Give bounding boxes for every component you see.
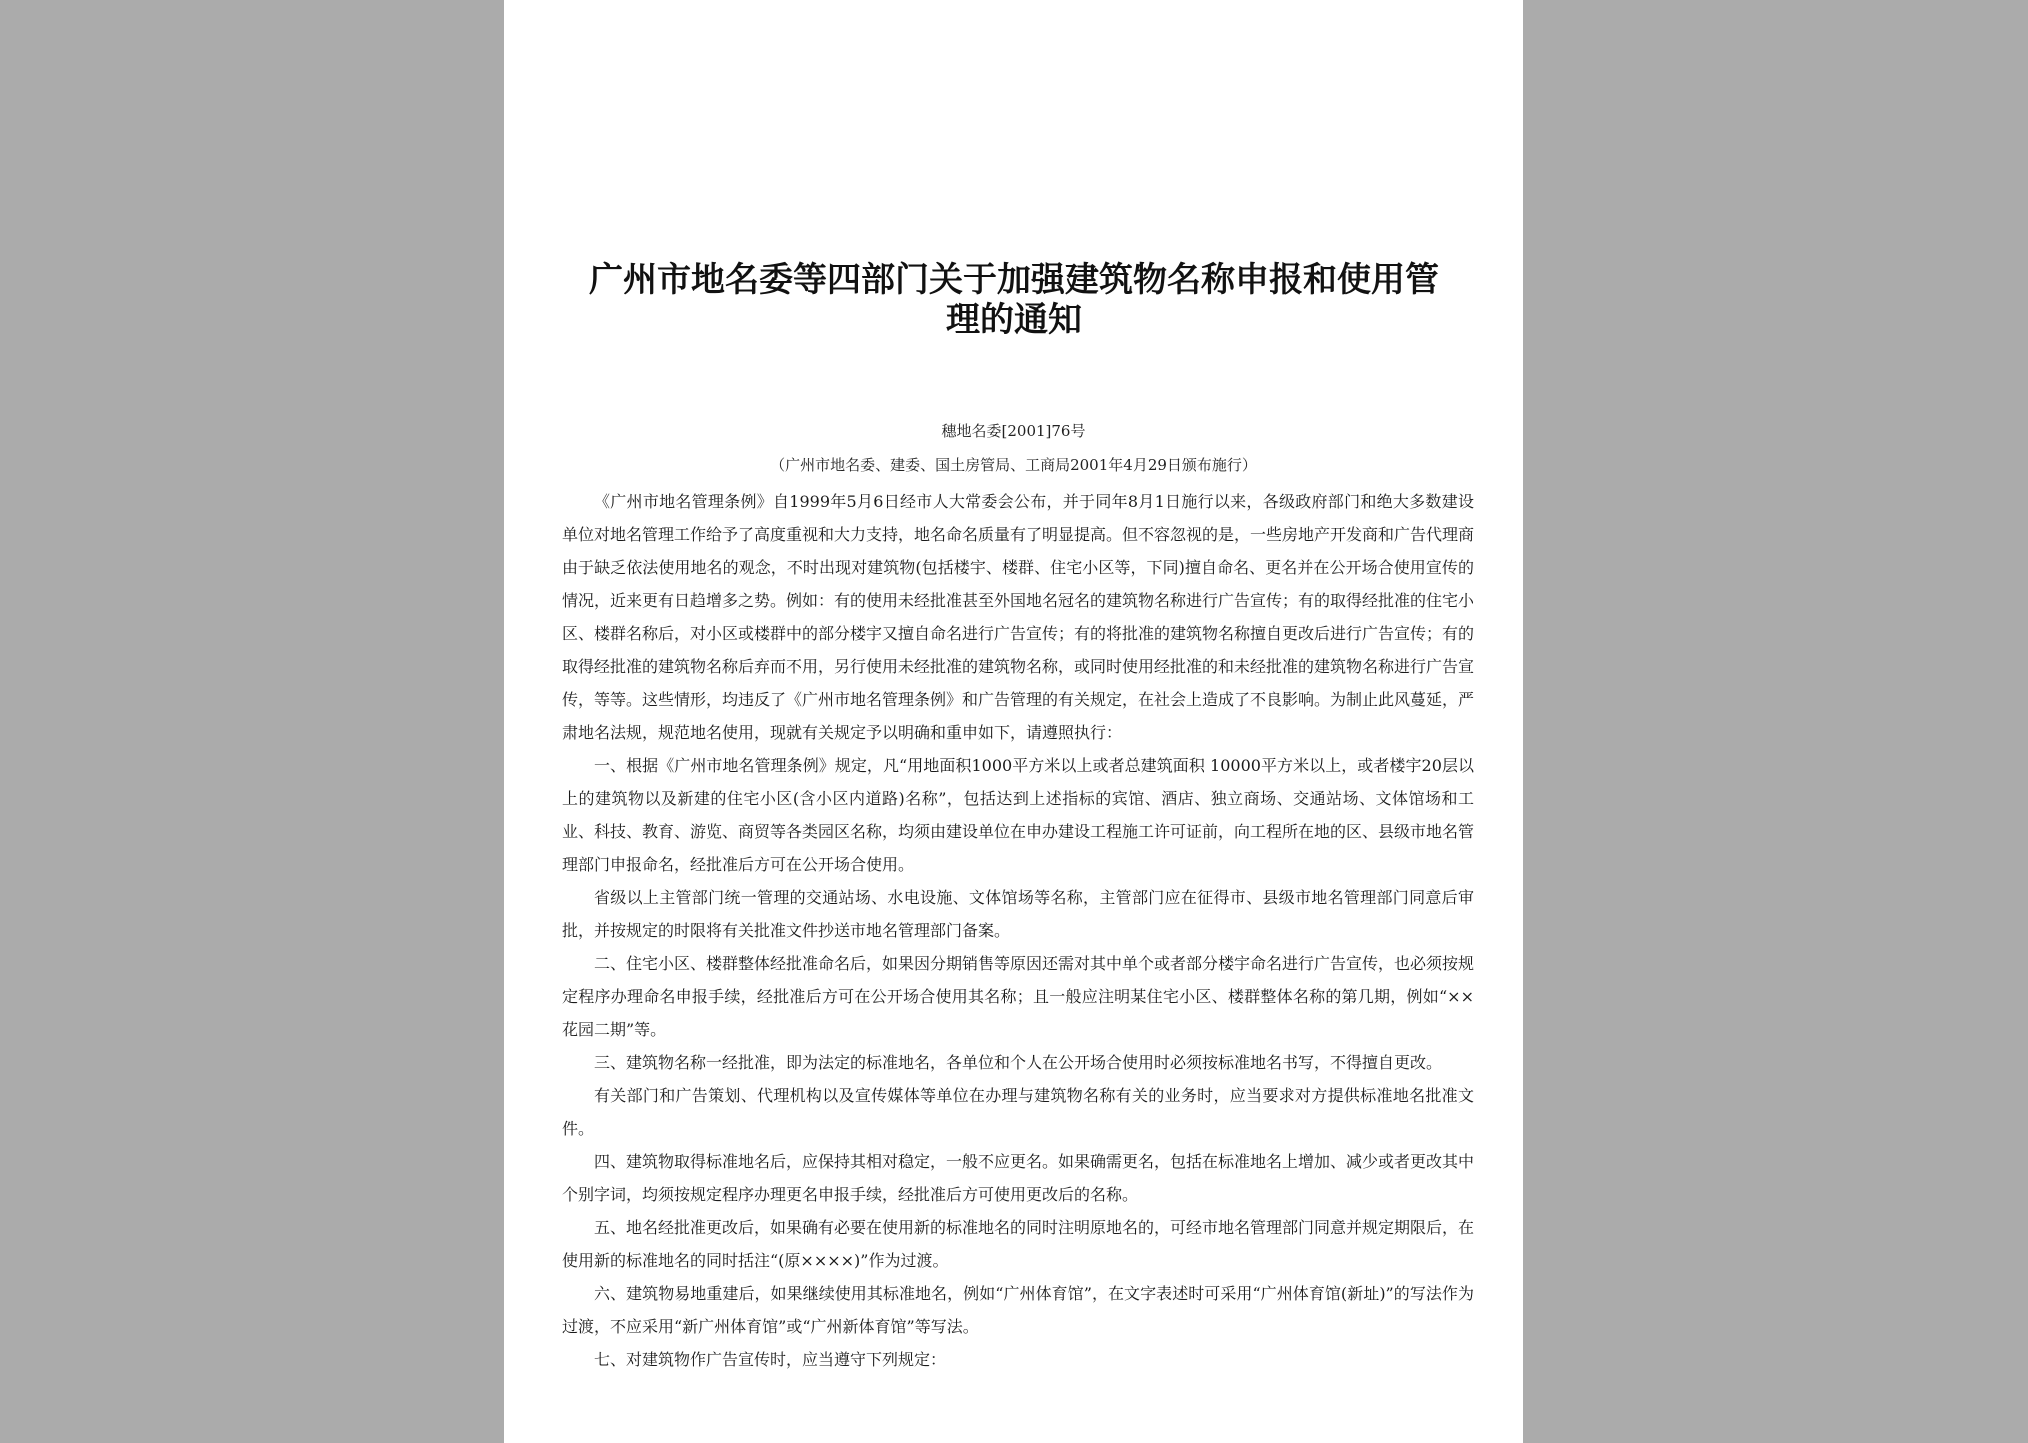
paragraph-1: 一、根据《广州市地名管理条例》规定，凡“用地面积1000平方米以上或者总建筑面积 10000平方米以上，或者楼宇20层以上的建筑物以及新建的住宅小区(含小区内道路)名称”，包括达到上述指标的宾馆、酒店、独立商场、交通站场、文体馆场和工业、科技、教育、游览、商贸等各类园区名称，均须由建设单位在申办建设工程施工许可证前，向工程所在地的区、县级市地名管理部门申报命名，经批准后方可在公开场合使用。	[562, 756, 1475, 874]
paragraph-3-supplement: 有关部门和广告策划、代理机构以及宣传媒体等单位在办理与建筑物名称有关的业务时，应当要求对方提供标准地名批准文件。	[562, 1086, 1474, 1138]
document-title: 广州市地名委等四部门关于加强建筑物名称申报和使用管理的通知	[589, 260, 1439, 340]
document-page	[504, 0, 1523, 1443]
paragraph-2: 二、住宅小区、楼群整体经批准命名后，如果因分期销售等原因还需对其中单个或者部分楼宇命名进行广告宣传，也必须按规定程序办理命名申报手续，经批准后方可在公开场合使用其名称；且一般应注明某住宅小区、楼群整体名称的第几期，例如“××花园二期”等。	[562, 954, 1475, 1039]
paragraph-intro: 《广州市地名管理条例》自1999年5月6日经市人大常委会公布，并于同年8月1日施行以来，各级政府部门和绝大多数建设单位对地名管理工作给予了高度重视和大力支持，地名命名质量有了明显提高。但不容忽视的是，一些房地产开发商和广告代理商由于缺乏依法使用地名的观念，不时出现对建筑物(包括楼宇、楼群、住宅小区等，下同)擅自命名、更名并在公开场合使用宣传的情况，近来更有日趋增多之势。例如：有的使用未经批准甚至外国地名冠名的建筑物名称进行广告宣传；有的取得经批准的住宅小区、楼群名称后，对小区或楼群中的部分楼宇又擅自命名进行广告宣传；有的将批准的建筑物名称擅自更改后进行广告宣传；有的取得经批准的建筑物名称后弃而不用，另行使用未经批准的建筑物名称，或同时使用经批准的和未经批准的建筑物名称进行广告宣传，等等。这些情形，均违反了《广州市地名管理条例》和广告管理的有关规定，在社会上造成了不良影响。为制止此风蔓延，严肃地名法规，规范地名使用，现就有关规定予以明确和重申如下，请遵照执行：	[562, 492, 1475, 742]
document-body	[562, 485, 1474, 1376]
paragraph-7: 七、对建筑物作广告宣传时，应当遵守下列规定：	[594, 1350, 947, 1369]
issuer-note: （广州市地名委、建委、国土房管局、工商局2001年4月29日颁布施行）	[770, 456, 1257, 474]
paragraph-5: 五、地名经批准更改后，如果确有必要在使用新的标准地名的同时注明原地名的，可经市地名管理部门同意并规定期限后，在使用新的标准地名的同时括注“(原××××)”作为过渡。	[562, 1218, 1475, 1270]
document-number: 穗地名委[2001]76号	[941, 422, 1086, 440]
paragraph-1-supplement: 省级以上主管部门统一管理的交通站场、水电设施、文体馆场等名称，主管部门应在征得市、县级市地名管理部门同意后审批，并按规定的时限将有关批准文件抄送市地名管理部门备案。	[562, 888, 1474, 940]
paragraph-4: 四、建筑物取得标准地名后，应保持其相对稳定，一般不应更名。如果确需更名，包括在标准地名上增加、减少或者更改其中个别字词，均须按规定程序办理更名申报手续，经批准后方可使用更改后的名称。	[562, 1152, 1475, 1204]
paragraph-6: 六、建筑物易地重建后，如果继续使用其标准地名，例如“广州体育馆”，在文字表述时可采用“广州体育馆(新址)”的写法作为过渡，不应采用“新广州体育馆”或“广州新体育馆”等写法。	[562, 1284, 1474, 1336]
paragraph-3: 三、建筑物名称一经批准，即为法定的标准地名，各单位和个人在公开场合使用时必须按标准地名书写，不得擅自更改。	[594, 1053, 1443, 1072]
